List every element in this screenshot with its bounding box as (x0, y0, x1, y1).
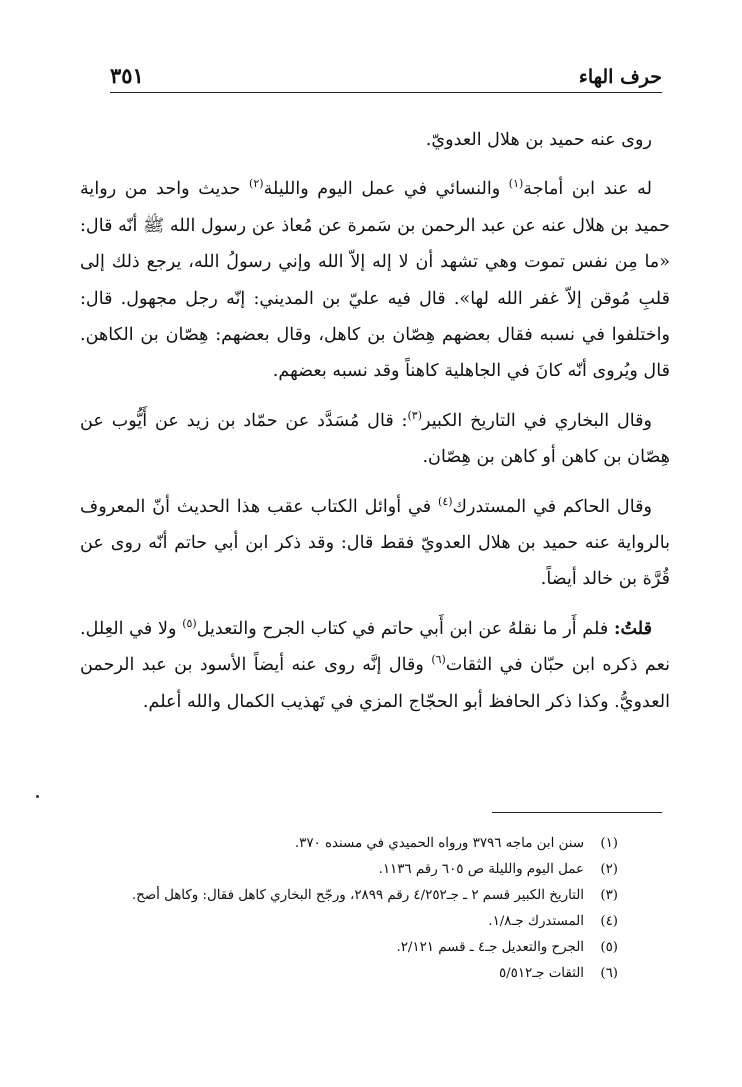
paragraph-1-text: روى عنه حميد بن هلال العدويّ. (425, 130, 652, 150)
paragraph-2-part-c: حديث واحد من رواية حميد بن هلال عنه عن عبد الرحمن بن سَمرة عن مُعاذ عن رسول الله ﷺ أنّه قال: «ما مِن نفس تموت وهي تشهد أن لا إله إلاّ الله وإني رسولُ الله، يرجع ذلك إلى قلبِ مُوقن إلاّ غفر الله لها». قال فيه عليّ بن المديني: إنّه رجل مجهول. قال: واختلفوا في نسبه فقال بعضهم هِصّان بن كاهل، وقال بعضهم: هِصّان بن الكاهن. قال ويُروى أنّه كانَ في الجاهلية كاهناً وقد نسبه بعضهم. (80, 179, 670, 382)
footnote-ref-3: (٣) (407, 408, 423, 422)
footnote-4 (80, 909, 618, 935)
footnote-number: (٣) (600, 888, 618, 903)
paragraph-4-part-b: في أوائل الكتاب عقب هذا الحديث أنّ المعروف بالرواية عنه حميد بن هلال العدويّ فقط قال: وقد ذكر ابن أبي حاتم أنّه روى عن قُرَّة بن خالد أيضاً. (80, 496, 670, 590)
footnote-3 (80, 883, 618, 909)
footnote-number: (٢) (600, 862, 618, 877)
footnote-text: التاريخ الكبير قسم ٢ ـ جـ٤/٢٥٢ رقم ٢٨٩٩، ورجّح البخاري كاهل فقال: وكاهل أصح. (131, 888, 584, 903)
footnote-number: (٦) (600, 966, 618, 981)
footnote-number: (١) (600, 836, 618, 851)
paragraph-3-part-b: : قال مُسَدَّد عن حمّاد بن زيد عن أَيُّوب عن هِصّان بن كاهن أو كاهن بن هِصّان. (80, 410, 670, 468)
page-number: ٣٥١ (110, 63, 144, 88)
footnote-ref-6: (٦) (431, 653, 446, 667)
footnote-number: (٤) (600, 914, 618, 929)
footnote-text: عمل اليوم والليلة ص ٦٠٥ رقم ١١٣٦. (378, 862, 584, 877)
paragraph-5-part-a: فلم أَر ما نقلهُ عن ابن أَبي حاتم في كتاب الجرح والتعديل (196, 618, 614, 639)
paragraph-3-part-a: وقال البخاري في التاريخ الكبير (422, 410, 652, 431)
footnote-separator (492, 812, 662, 813)
footnote-5 (80, 935, 618, 961)
footnote-ref-4: (٤) (438, 494, 453, 508)
margin-speck (36, 795, 39, 798)
footnote-6 (80, 961, 618, 987)
paragraph-4-part-a: وقال الحاكم في المستدرك (452, 496, 652, 517)
paragraph-5-part-b: ولا في العِلل. نعم ذكره ابن حبّان في الثقات (80, 618, 670, 676)
footnote-2 (80, 857, 618, 883)
running-header (110, 58, 662, 93)
footnote-ref-2: (٢) (249, 177, 264, 191)
footnotes (80, 831, 618, 987)
paragraph-2-part-a: له عند ابن أماجة (523, 179, 652, 200)
paragraph-1 (80, 122, 670, 158)
paragraph-5-part-c: وقال إنَّه روى عنه أيضاً الأسود بن عبد الرحمن العدويُّ. وكذا ذكر الحافظ أبو الحجّاج المزي في تَهذيب الكمال والله أعلم. (80, 655, 670, 712)
paragraph-4 (80, 489, 670, 598)
paragraph-5-lead: قلتُ: (613, 617, 652, 639)
footnote-number: (٥) (600, 940, 618, 955)
paragraph-2-part-b: والنسائي في عمل اليوم والليلة (263, 179, 509, 200)
footnote-ref-1: (١) (508, 177, 524, 191)
main-text (80, 122, 670, 733)
footnote-ref-5: (٥) (182, 617, 197, 631)
paragraph-5 (80, 611, 670, 720)
paragraph-2 (80, 171, 670, 389)
chapter-title: حرف الهاء (578, 66, 662, 88)
footnote-text: الجرح والتعديل جـ٤ ـ قسم ٢/١٢١. (396, 940, 584, 955)
footnote-1 (80, 831, 618, 857)
paragraph-3 (80, 403, 670, 476)
footnote-text: المستدرك جـ١/٨. (488, 914, 584, 929)
footnote-text: الثقات جـ٥/٥١٢ (498, 966, 584, 981)
footnote-text: سنن ابن ماجه ٣٧٩٦ ورواه الحميدي في مسنده ٣٧٠. (294, 836, 584, 851)
